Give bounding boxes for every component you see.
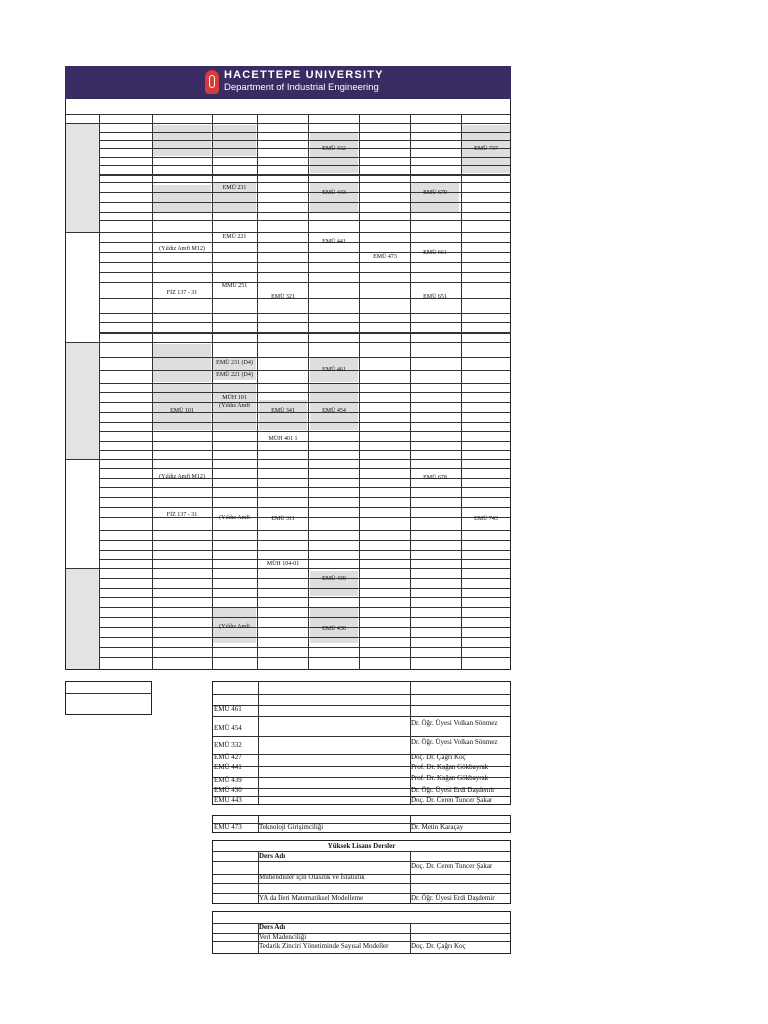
- slot-muh101: MÜH 101: [222, 395, 247, 401]
- slot-block: [310, 133, 358, 173]
- graduate-title: Yüksek Lisans Dersler: [327, 842, 396, 850]
- slot-fiz137-b: FİZ 137 - 31: [166, 512, 198, 518]
- legend-box: [65, 681, 152, 715]
- course-instructor: Prof. Dr. Kağan Gökbayrak: [411, 774, 489, 782]
- slot-emu473: EMÜ 473: [373, 254, 397, 260]
- course-instructor: Dr. Öğr. Üyesi Volkan Sönmez: [411, 738, 498, 746]
- slot-yildiz-amfi-c: (Yıldız Amfi: [219, 624, 250, 630]
- phd-course-name: Veri Madenciliği: [259, 933, 307, 941]
- course-instructor: Doç. Dr. Çağrı Koç: [411, 753, 466, 761]
- slot-block: [310, 183, 358, 212]
- graduate-col-header: Ders Adı: [259, 852, 286, 860]
- course-instructor: Dr. Öğr. Üyesi Erdi Daşdemir: [411, 786, 495, 794]
- course-code: EMÜ 332: [214, 741, 242, 749]
- slot-emu679: EMÜ 679: [423, 190, 447, 196]
- slot-emu651: EMÜ 651: [423, 294, 447, 300]
- slot-block: [411, 183, 459, 212]
- slot-emu441: EMÜ 441: [322, 239, 346, 245]
- phd-course-name: Tedarik Zinciri Yönetiminde Sayısal Modeller: [259, 942, 389, 950]
- slot-emu439: EMÜ 439: [322, 576, 346, 582]
- day-block-1: [66, 124, 100, 232]
- slot-block: [310, 384, 358, 430]
- graduate-course-name: Mühendisler için Olasılık ve İstatistik: [259, 873, 365, 881]
- slot-emu454: EMÜ 454: [322, 408, 346, 414]
- elective-instructor: Dr. Metin Karaçay: [411, 823, 464, 831]
- slot-block: [153, 384, 211, 430]
- slot-emu321: EMÜ 321: [271, 294, 295, 300]
- course-code: EMÜ 427: [214, 753, 242, 761]
- slot-emu678: EMÜ 678: [423, 475, 447, 481]
- graduate-course-name: YA da İleri Matematiksel Modelleme: [259, 894, 364, 902]
- slot-muh104: MÜH 104-01: [266, 561, 300, 567]
- course-code: EMÜ 461: [214, 705, 242, 713]
- slot-block: [153, 344, 211, 382]
- course-code: EMÜ 443: [214, 796, 242, 804]
- slot-yildiz-amfi-a: (Yıldız Amfi: [219, 403, 250, 409]
- course-code: EMÜ 454: [214, 724, 242, 732]
- slot-emu221: EMÜ 221: [222, 234, 247, 240]
- slot-block: [153, 185, 211, 212]
- university-logo: [205, 70, 219, 94]
- graduate-instructor: Doç. Dr. Ceren Tuncer Şakar: [411, 862, 493, 870]
- elective-name: Teknoloji Girişimciliği: [259, 823, 324, 831]
- slot-emu661: EMÜ 661: [423, 250, 447, 256]
- university-title: HACETTEPE UNIVERSITY: [224, 69, 384, 81]
- slot-block: [259, 400, 307, 430]
- slot-emu221-d4: EMÜ 221 (D4): [216, 372, 253, 378]
- course-code: EMÜ 441: [214, 763, 242, 771]
- slot-emu737: EMÜ 737: [474, 146, 498, 152]
- slot-emu743: EMÜ 743: [474, 516, 498, 522]
- slot-emu430: EMÜ 430: [322, 626, 346, 632]
- day-block-5: [66, 569, 100, 669]
- day-block-3: [66, 343, 100, 459]
- slot-emu101: EMÜ 101: [170, 408, 194, 414]
- slot-fiz137-a: FİZ 137 - 31: [166, 290, 198, 296]
- course-instructor: Prof. Dr. Kağan Gökbayrak: [411, 763, 489, 771]
- slot-emu332: EMÜ 332: [322, 146, 346, 152]
- slot-yildiz-amfi-b: (Yıldız Amfi: [219, 515, 250, 521]
- course-code: EMÜ 430: [214, 786, 242, 794]
- slot-yildiz-m12-a: (Yıldız Amfi M12): [159, 246, 205, 252]
- day-block-2: [66, 233, 100, 342]
- slot-emu341: EMÜ 341: [271, 408, 295, 414]
- department-title: Department of Industrial Engineering: [224, 82, 379, 93]
- phd-instructor: Doç. Dr. Çağrı Koç: [411, 942, 466, 950]
- slot-yildiz-m12-b: (Yıldız Amfi M12): [159, 474, 205, 480]
- elective-table: [212, 815, 511, 833]
- slot-emu443: EMÜ 443: [322, 190, 346, 196]
- day-block-4: [66, 460, 100, 568]
- course-instructor: Doç. Dr. Ceren Tuncer Şakar: [411, 796, 493, 804]
- slot-muh401: MÜH 401 1: [268, 436, 298, 442]
- slot-mmu251: MMÜ 251: [221, 283, 248, 289]
- course-instructor: Dr. Öğr. Üyesi Volkan Sönmez: [411, 719, 498, 727]
- graduate-instructor: Dr. Öğr. Üyesi Erdi Daşdemir: [411, 894, 495, 902]
- slot-emu311: EMÜ 311: [271, 516, 295, 522]
- slot-block: [310, 571, 358, 596]
- slot-emu231: EMÜ 231: [222, 185, 247, 191]
- course-code: EMÜ 439: [214, 776, 242, 784]
- slot-emu231-d4: EMÜ 231 (D4): [216, 360, 253, 366]
- slot-emu461: EMÜ 461: [322, 367, 346, 373]
- phd-col-header: Ders Adı: [259, 923, 286, 931]
- elective-code: EMÜ 473: [214, 823, 242, 831]
